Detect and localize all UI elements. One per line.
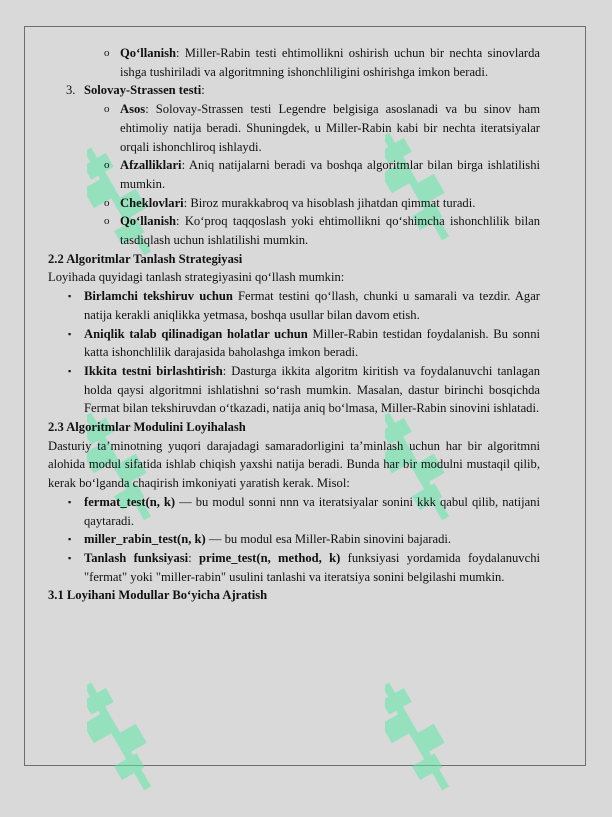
list-item <box>48 325 540 362</box>
list-item-term: Cheklovlari <box>120 195 184 210</box>
list-item-term: Birlamchi tekshiruv uchun <box>84 289 233 304</box>
bullet-marker: o <box>104 103 110 116</box>
list-item-text: funksiyasi yordamida foydalanuvchi "fermat" yoki "miller-rabin" usulini tanlashi va iteratsiya sonini belgilashi mumkin. <box>84 550 540 584</box>
list-item-text: : Biroz murakkabroq va hisoblash jihatdan qimmat turadi. <box>183 195 476 210</box>
list-item-term: prime_test(n, method, k) <box>199 550 341 565</box>
bullet-marker: o <box>104 47 110 59</box>
list-item <box>48 493 540 530</box>
paragraph: Dasturiy ta’minotning yuqori darajadagi samaradorligini ta’minlash uchun har bir algoritmni alohida modul sifatida ishlab chiqish yaxshi natija beradi. Bunda har bir modulni mustaqil qilib, kerak bo‘lganda chaqirish imkoniyati yaratish kerak. Misol: <box>48 438 540 491</box>
list-item <box>48 549 540 586</box>
list-item-term: Aniqlik talab qilinadigan holatlar uchun <box>84 326 308 341</box>
section-heading: 2.2 Algoritmlar Tanlash Strategiyasi <box>48 251 243 266</box>
list-item-text: : Solovay-Strassen testi Legendre belgisiga asoslanadi va bu sinov ham ehtimoliy natija beradi. Shuningdek, u Miller-Rabin kabi bir nechta iteratsiyalar orqali ishonchliroq ishlaydi. <box>120 102 540 154</box>
numbered-item-title: Solovay-Strassen testi <box>84 83 202 98</box>
paragraph: Loyihada quyidagi tanlash strategiyasini qo‘llash mumkin: <box>48 270 345 285</box>
bullet-marker: o <box>104 215 110 228</box>
list-item-term: miller_rabin_test(n, k) <box>84 532 206 547</box>
section-heading: 3.1 Loyihani Modullar Bo‘yicha Ajratish <box>48 588 268 603</box>
list-item <box>48 287 540 324</box>
item-number: 3. <box>66 83 76 98</box>
bullet-marker: ▪ <box>68 552 72 563</box>
list-item <box>48 212 540 249</box>
list-item <box>48 156 540 193</box>
list-item-text: : Aniq natijalarni beradi va boshqa algoritmlar bilan birga ishlatilishi mumkin. <box>120 158 540 191</box>
list-item-term: Afzalliklari <box>120 158 182 173</box>
list-item-term: Tanlash funksiyasi <box>84 550 189 565</box>
list-item-text: Miller-Rabin testidan foydalanish. Bu sonni katta ishonchlilik darajasida baholashga imkon beradi. <box>84 326 540 360</box>
list-item-term: Asos <box>120 102 146 117</box>
bullet-marker: o <box>104 196 110 209</box>
bullet-marker: ▪ <box>68 291 72 302</box>
colon-text: : <box>201 83 205 98</box>
bullet-marker: ▪ <box>68 365 72 376</box>
list-item-text: — bu modul esa Miller-Rabin sinovini bajaradi. <box>205 532 452 547</box>
list-item-text: : Dasturga ikkita algoritm kiritish va foydalanuvchi tanlagan holda qaysi algoritmni ishlatishni so‘rash mumkin. Masalan, dastur birinchi bosqichda Fermat bilan tekshiruvdan o‘tkazadi, natija aniq bo‘lmasa, Miller-Rabin sinovini ishlatadi. <box>84 363 540 416</box>
list-item-term: Ikkita testni birlashtirish <box>84 363 223 378</box>
document-body <box>48 44 540 605</box>
bullet-marker: o <box>104 159 110 172</box>
list-item-term: Qo‘llanish <box>120 214 176 229</box>
list-item-text: : Miller-Rabin testi ehtimollikni oshirish uchun bir nechta sinovlarda ishga tushiriladi va algoritmning ishonchliligini oshirishga imkon beradi. <box>120 46 540 79</box>
section-heading: 2.3 Algoritmlar Modulini Loyihalash <box>48 420 246 435</box>
list-item <box>48 44 540 81</box>
watermark-logo-icon <box>87 667 157 817</box>
list-item <box>48 530 540 549</box>
list-item-text: Fermat testini qo‘llash, chunki u samarali va tezdir. Agar natija kerakli aniqlikka yetmasa, boshqa usullar bilan davom etish. <box>84 289 540 322</box>
list-item <box>48 362 540 418</box>
list-item-text: — bu modul sonni nnn va iteratsiyalar sonini kkk qabul qilib, natijani qaytaradi. <box>84 494 540 528</box>
list-item-term: Qo‘llanish <box>120 46 176 60</box>
list-item <box>48 100 540 156</box>
list-item-text: : <box>188 550 200 565</box>
watermark-logo-icon <box>385 667 455 817</box>
list-item <box>48 194 540 213</box>
bullet-marker: ▪ <box>68 496 72 507</box>
bullet-marker: ▪ <box>68 328 72 339</box>
list-item-text: : Ko‘proq taqqoslash yoki ehtimollikni qo‘shimcha ishonchlilik bilan tasdiqlash uchun ishlatilishi mumkin. <box>120 214 540 248</box>
list-item-term: fermat_test(n, k) <box>84 494 176 509</box>
numbered-item <box>48 81 540 100</box>
bullet-marker: ▪ <box>68 534 72 545</box>
